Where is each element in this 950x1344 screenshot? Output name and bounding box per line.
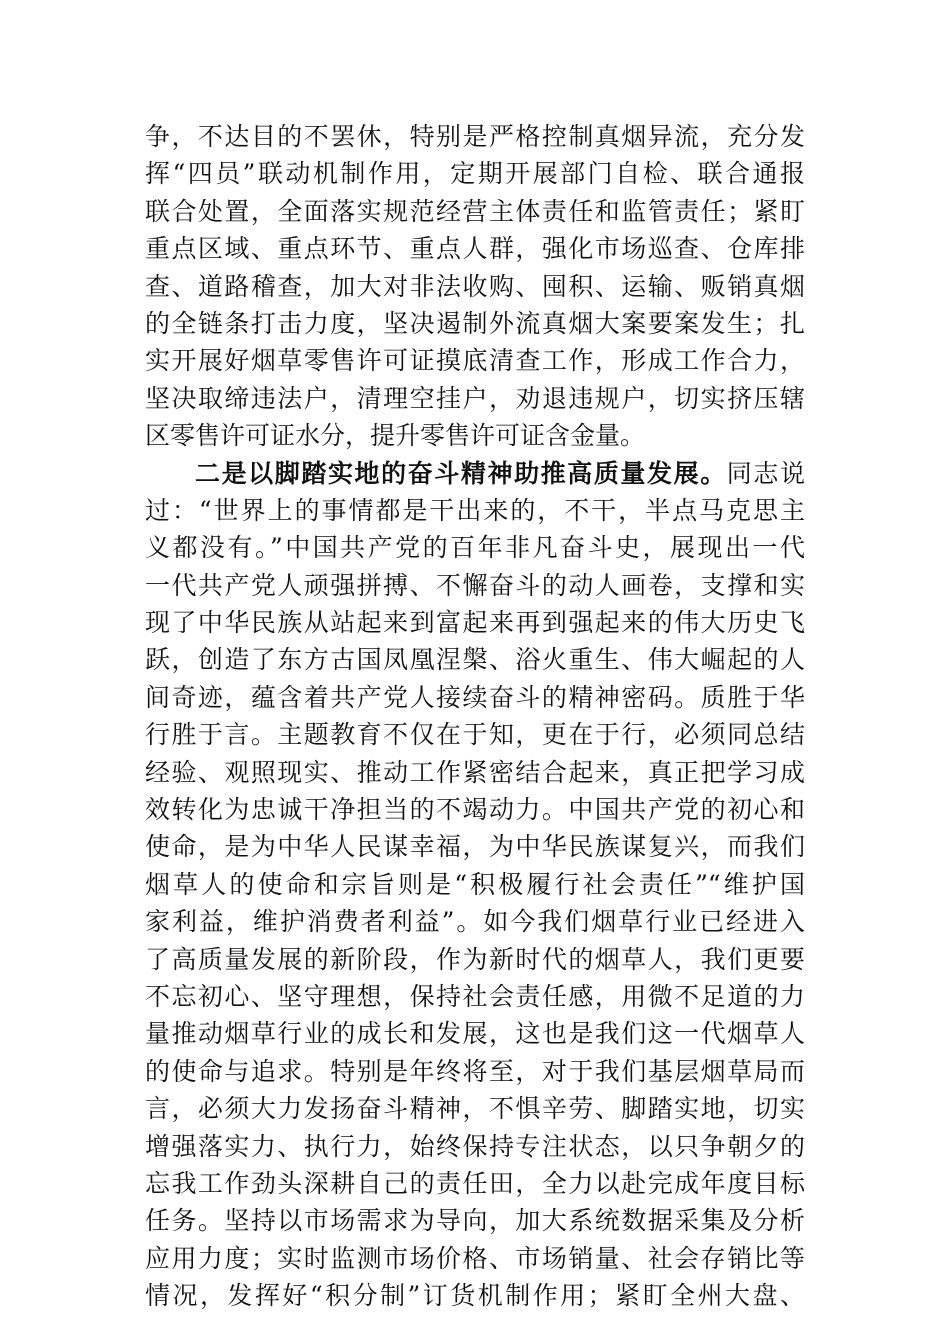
text-line: 言，必须大力发扬奋斗精神，不惧辛劳、脚踏实地，切实 [145,1094,805,1124]
text-line: 跃，创造了东方古国凤凰涅槃、浴火重生、伟大崛起的人 [145,645,805,675]
text-line: 一代共产党人顽强拼搏、不懈奋斗的动人画卷，支撑和实 [145,570,805,600]
text-line: 经验、观照现实、推动工作紧密结合起来，真正把学习成 [145,757,805,787]
text-line: 忘我工作劲头深耕自己的责任田，全力以赴完成年度目标 [145,1168,805,1198]
text-line: 的全链条打击力度，坚决遏制外流真烟大案要案发生；扎 [145,308,805,338]
text-line: 不忘初心、坚守理想，保持社会责任感，用微不足道的力 [145,981,805,1011]
text-line: 效转化为忠诚干净担当的不竭动力。中国共产党的初心和 [145,795,805,825]
paragraph-lead-heading: 二是以脚踏实地的奋斗精神助推高质量发展。 [195,458,727,488]
text-line: 任务。坚持以市场需求为导向，加大系统数据采集及分析 [145,1206,805,1236]
paragraph-first-line-rest: 同志说 [726,458,805,488]
paragraph-section-two [145,455,805,1315]
text-line: 家利益，维护消费者利益”。如今我们烟草行业已经进入 [145,907,805,937]
paragraph-continuation [145,118,805,455]
text-line: 烟草人的使命和宗旨则是“积极履行社会责任”“维护国 [145,869,805,899]
paragraph-first-line [145,455,805,492]
text-line: 联合处置，全面落实规范经营主体责任和监管责任；紧盯 [145,196,805,226]
text-line: 挥“四员”联动机制作用，定期开展部门自检、联合通报 [145,159,805,189]
text-line: 查、道路稽查，加大对非法收购、囤积、运输、贩销真烟 [145,271,805,301]
text-line: 增强落实力、执行力，始终保持专注状态，以只争朝夕的 [145,1131,805,1161]
text-line: 了高质量发展的新阶段，作为新时代的烟草人，我们更要 [145,944,805,974]
text-line: 行胜于言。主题教育不仅在于知，更在于行，必须同总结 [145,720,805,750]
text-line: 争，不达目的不罢休，特别是严格控制真烟异流，充分发 [145,122,805,151]
text-line: 重点区域、重点环节、重点人群，强化市场巡查、仓库排 [145,234,805,264]
text-line: 应用力度；实时监测市场价格、市场销量、社会存销比等 [145,1243,805,1273]
text-line: 的使命与追求。特别是年终将至，对于我们基层烟草局而 [145,1056,805,1086]
text-line: 坚决取缔违法户，清理空挂户，劝退违规户，切实挤压辖 [145,383,805,413]
text-line: 区零售许可证水分，提升零售许可证含金量。 [145,421,646,451]
document-body [145,118,805,1315]
text-line: 量推动烟草行业的成长和发展，这也是我们这一代烟草人 [145,1019,805,1049]
text-line: 使命，是为中华人民谋幸福，为中华民族谋复兴，而我们 [145,832,805,862]
text-line: 义都没有。”中国共产党的百年非凡奋斗史，展现出一代 [145,533,805,563]
text-line: 现了中华民族从站起来到富起来再到强起来的伟大历史飞 [145,608,805,638]
text-line: 过：“世界上的事情都是干出来的，不干，半点马克思主 [145,495,805,525]
text-line: 实开展好烟草零售许可证摸底清查工作，形成工作合力， [145,346,805,376]
text-line: 间奇迹，蕴含着共产党人接续奋斗的精神密码。质胜于华 [145,682,805,712]
text-line: 情况，发挥好“积分制”订货机制作用；紧盯全州大盘、 [145,1281,805,1311]
